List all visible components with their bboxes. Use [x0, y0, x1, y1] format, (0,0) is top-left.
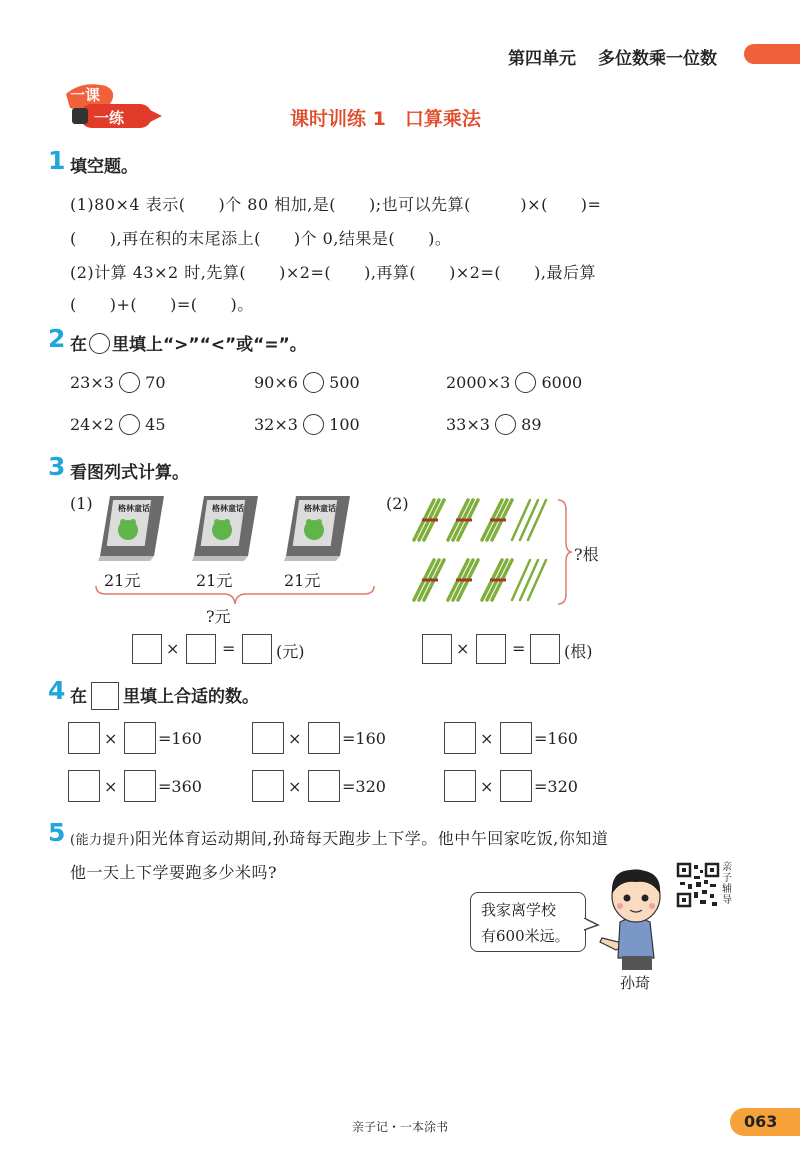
answer-box[interactable] — [242, 634, 272, 664]
times-sign: × — [456, 639, 470, 658]
product-value: =160 — [534, 729, 578, 748]
equals-sign: = — [222, 639, 236, 658]
answer-circle[interactable] — [495, 414, 516, 435]
question-number: 2 — [48, 324, 66, 353]
answer-box[interactable] — [422, 634, 452, 664]
count-question: ?根 — [574, 545, 599, 564]
unit-label: 第四单元 — [508, 49, 576, 69]
book-price: 21元 — [104, 571, 141, 590]
product-value: =320 — [342, 777, 386, 796]
topic-label: 多位数乘一位数 — [598, 49, 717, 69]
times-sign: × — [480, 777, 494, 796]
compare-circle-icon — [89, 333, 110, 354]
speech-bubble — [470, 892, 586, 952]
answer-circle[interactable] — [303, 414, 324, 435]
character-name: 孙琦 — [620, 974, 651, 992]
answer-box[interactable] — [186, 634, 216, 664]
compare-item: 32×3 100 — [254, 415, 360, 434]
times-sign: × — [104, 729, 118, 748]
answer-box[interactable] — [124, 722, 156, 754]
answer-box[interactable] — [500, 722, 532, 754]
question-text: 他一天上下学要跑多少米吗? — [70, 863, 278, 882]
logo-top-text: 一课 — [70, 86, 101, 104]
answer-box[interactable] — [308, 722, 340, 754]
part-label: (1) — [70, 494, 93, 513]
total-question: ?元 — [206, 607, 231, 626]
question-number: 1 — [48, 146, 66, 175]
question-title: 在 里填上“>”“<”或“=”。 — [70, 335, 307, 355]
compare-item: 2000×3 6000 — [446, 373, 583, 392]
page-number: 063 — [744, 1112, 778, 1131]
unit-label: (元) — [276, 642, 305, 661]
answer-circle[interactable] — [303, 372, 324, 393]
question-title: 填空题。 — [70, 157, 138, 177]
lesson-logo — [62, 80, 172, 136]
compare-item: 23×3 70 — [70, 373, 166, 392]
answer-box[interactable] — [252, 722, 284, 754]
answer-box[interactable] — [530, 634, 560, 664]
question-text: (能力提升)阳光体育运动期间,孙琦每天跑步上下学。他中午回家吃饭,你知道 — [70, 829, 609, 848]
qr-label: 亲子辅导 — [722, 862, 732, 906]
question-number: 3 — [48, 452, 66, 481]
answer-box[interactable] — [68, 722, 100, 754]
answer-box[interactable] — [500, 770, 532, 802]
stick-bundles-image — [408, 496, 558, 606]
book-price: 21元 — [284, 571, 321, 590]
times-sign: × — [288, 777, 302, 796]
logo-bottom-text: 一练 — [94, 109, 125, 127]
answer-box[interactable] — [308, 770, 340, 802]
product-value: =160 — [342, 729, 386, 748]
product-value: =160 — [158, 729, 202, 748]
book-title: 格林童话 — [304, 504, 336, 513]
unit-label: (根) — [564, 642, 593, 661]
answer-circle[interactable] — [119, 414, 140, 435]
answer-box[interactable] — [68, 770, 100, 802]
answer-box[interactable] — [124, 770, 156, 802]
storybook-icon — [282, 494, 352, 562]
storybook-icon — [96, 494, 166, 562]
bubble-text: 我家离学校 — [481, 901, 557, 919]
compare-item: 33×3 89 — [446, 415, 542, 434]
answer-box[interactable] — [252, 770, 284, 802]
answer-circle[interactable] — [119, 372, 140, 393]
bubble-text: 有600米远。 — [481, 927, 570, 945]
book-title: 格林童话 — [118, 504, 150, 513]
product-value: =360 — [158, 777, 202, 796]
answer-box[interactable] — [476, 634, 506, 664]
times-sign: × — [288, 729, 302, 748]
book-title: 格林童话 — [212, 504, 244, 513]
footer-text: 亲子记・一本涂书 — [351, 1120, 448, 1134]
count-brace — [556, 498, 574, 606]
answer-box[interactable] — [132, 634, 162, 664]
lesson-title: 课时训练 1 口算乘法 — [290, 108, 481, 130]
times-sign: × — [480, 729, 494, 748]
answer-circle[interactable] — [515, 372, 536, 393]
book-price: 21元 — [196, 571, 233, 590]
text-line: ( )+( )=( )。 — [70, 295, 254, 314]
qr-code-icon[interactable] — [676, 862, 720, 908]
question-title: 看图列式计算。 — [70, 463, 189, 483]
part-label: (2) — [386, 494, 409, 513]
question-number: 4 — [48, 676, 66, 705]
storybook-icon — [190, 494, 260, 562]
times-sign: × — [104, 777, 118, 796]
question-title: 在 里填上合适的数。 — [70, 682, 259, 710]
header-accent-bar — [744, 44, 800, 64]
text-line: (1)80×4 表示( )个 80 相加,是( );也可以先算( )×( )= — [70, 195, 602, 214]
answer-box[interactable] — [444, 722, 476, 754]
times-sign: × — [166, 639, 180, 658]
blank-box-icon — [91, 682, 119, 710]
equals-sign: = — [512, 639, 526, 658]
compare-item: 24×2 45 — [70, 415, 166, 434]
boy-character-image — [596, 864, 672, 972]
text-line: (2)计算 43×2 时,先算( )×2=( ),再算( )×2=( ),最后算 — [70, 263, 596, 282]
product-value: =320 — [534, 777, 578, 796]
question-number: 5 — [48, 818, 66, 847]
text-line: ( ),再在积的末尾添上( )个 0,结果是( )。 — [70, 229, 452, 248]
total-brace — [94, 584, 376, 608]
answer-box[interactable] — [444, 770, 476, 802]
compare-item: 90×6 500 — [254, 373, 360, 392]
